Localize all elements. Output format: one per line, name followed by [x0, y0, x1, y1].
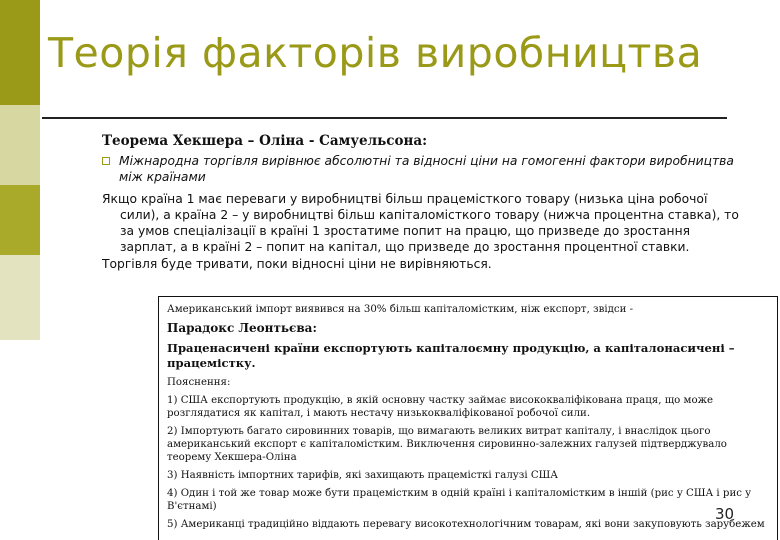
title-underline	[42, 117, 727, 119]
conclusion-paragraph: Торгівля буде тривати, поки відносні ціни не вирівняються.	[102, 257, 492, 271]
explanation-point: 4) Один і той же товар може бути працемістким в одній країні і капіталомістким в іншій (рис у США і рис у В'єтнамі)	[167, 488, 752, 512]
explanation-point: 5) Американці традиційно віддають перевагу високотехнологічним товарам, які вони закуповують зарубежем	[167, 519, 765, 530]
decorative-strip-bottom	[0, 340, 40, 540]
explanation-point: 1) США експортують продукцію, в якій основну частку займає висококваліфікована праця, що може розглядатися як капітал, і мають нестачу низькокваліфікованої робочої сили.	[167, 395, 714, 419]
decorative-strip-pale	[0, 255, 40, 340]
page-number: 30	[715, 505, 735, 523]
explanation-point: 2) Імпортують багато сировинних товарів, що вимагають великих витрат капіталу, і внаслідок цього американський експорт є капіталомістким. Виключення сировинно-залежних галузей підтверджувало теорему Хекшера-Оліна	[167, 426, 727, 463]
decorative-strip-light	[0, 105, 40, 185]
decorative-strip-mid	[0, 185, 40, 255]
bullet-text: Міжнародна торгівля вирівнює абсолютні та відносні ціни на гомогенні фактори виробництва між країнами	[119, 154, 734, 184]
explanation-paragraph: Якщо країна 1 має переваги у виробництві більш працемісткого товару (низька ціна робочої сили), а країна 2 – у виробництві більш капіталомісткого товару (нижча процентна ставка), то за умов спеціалізації в країні 1 зростатиме попит на працю, що призведе до зростання зарплат, а в країні 2 – попит на капітал, що призведе до зростання процентної ставки.	[102, 192, 739, 254]
slide-title: Теорія факторів виробництва	[48, 29, 703, 77]
explanation-point: 3) Наявність імпортних тарифів, які захищають працемісткі галузі США	[167, 470, 558, 481]
leontief-paradox-box	[158, 296, 778, 540]
decorative-strip-top	[0, 0, 40, 105]
bullet-item	[102, 153, 742, 185]
explanation-label: Пояснення:	[167, 377, 231, 388]
theorem-heading: Теорема Хекшера – Оліна - Самуельсона:	[102, 133, 428, 149]
main-content	[102, 133, 742, 272]
box-intro-text: Американський імпорт виявився на 30% більш капіталомістким, ніж експорт, звідси -	[167, 304, 634, 315]
paradox-thesis: Праценасичені країни експортують капіталоємну продукцію, а капіталонасичені – працемістку.	[167, 341, 735, 370]
paradox-title: Парадокс Леонтьєва:	[167, 321, 317, 335]
square-bullet-icon	[102, 157, 110, 165]
